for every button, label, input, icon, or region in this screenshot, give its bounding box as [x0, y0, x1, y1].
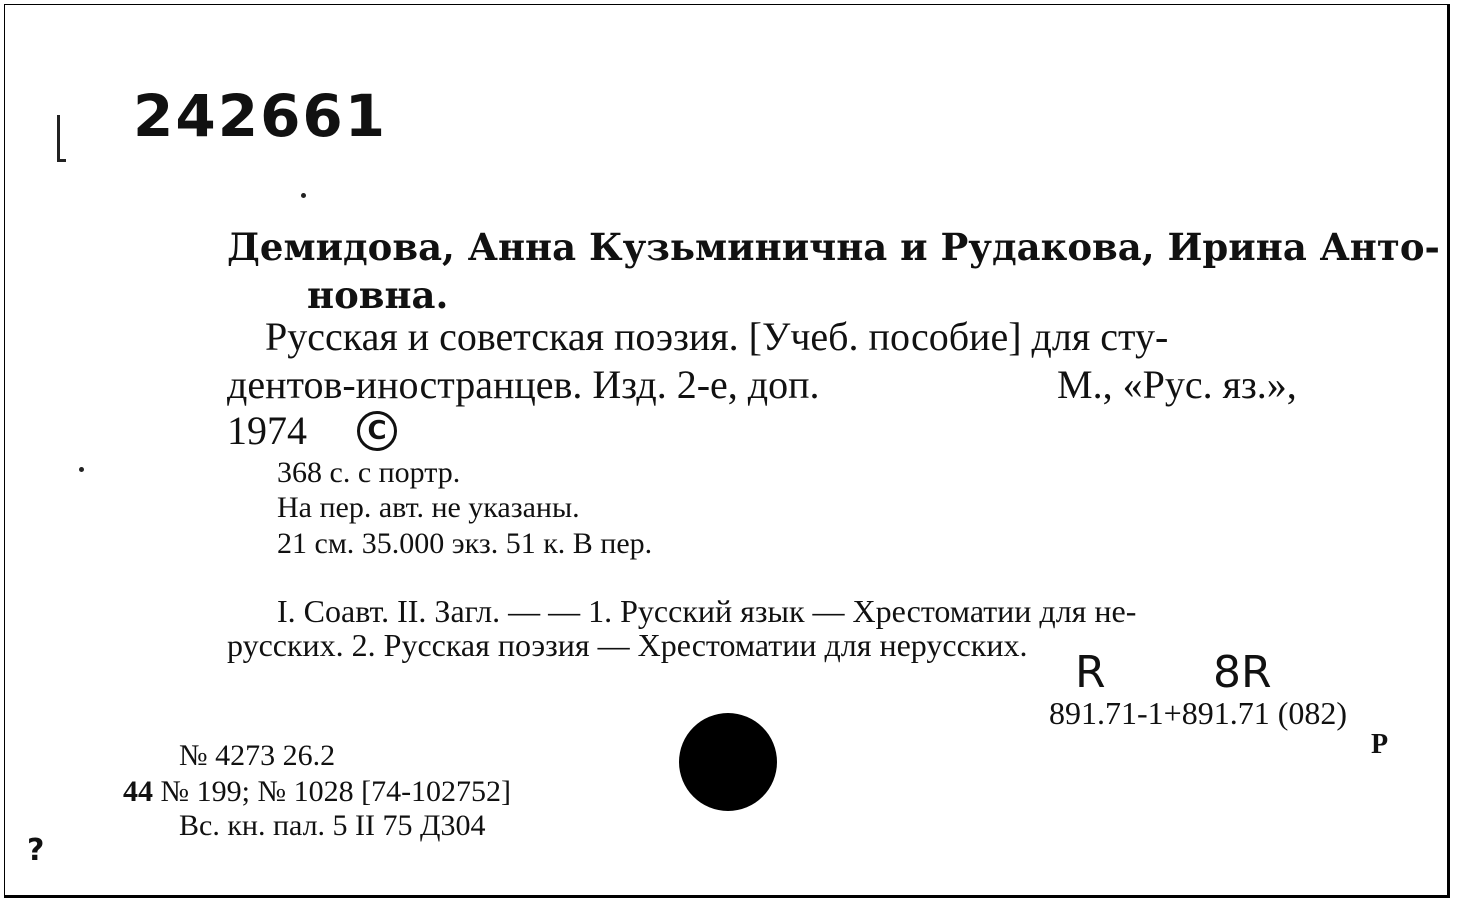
title-line-1: Русская и советская поэзия. [Учеб. пособие] для сту- [265, 314, 1169, 359]
punch-hole [679, 713, 777, 811]
pages: 368 с. с портр. [277, 456, 461, 489]
corner-mark [57, 115, 66, 162]
code-line-1: № 4273 26.2 [179, 739, 336, 772]
title-line-2: дентов-иностранцев. Изд. 2-е, доп. [227, 362, 820, 407]
subjects-line-1: I. Соавт. II. Загл. — — 1. Русский язык — Хрестоматии для не- [277, 593, 1137, 629]
publisher: М., «Рус. яз.», [1057, 362, 1297, 407]
inventory-number: 242661 [133, 82, 388, 150]
speck [301, 193, 306, 198]
publication-year: 1974 [227, 408, 307, 453]
code-line-3: Вс. кн. пал. 5 II 75 Д304 [179, 809, 486, 842]
udc-letter: Р [1371, 729, 1389, 760]
code-line-2-lead: 44 [123, 775, 153, 808]
speck [79, 467, 84, 472]
size-price: 21 см. 35.000 экз. 51 к. В пер. [277, 527, 653, 560]
code-line-2 [123, 777, 511, 807]
catalog-card [4, 4, 1450, 898]
note: На пер. авт. не указаны. [277, 491, 580, 524]
hand-mark: ? [27, 833, 45, 868]
udc-code: 891.71-1+891.71 (082) [1049, 695, 1348, 731]
code-line-2-text: № 199; № 1028 [74-102752] [153, 775, 512, 808]
author-line-2: новна. [307, 273, 449, 317]
class-mark-1: R [1075, 647, 1106, 698]
class-mark-2: 8R [1213, 647, 1272, 698]
copyright-icon: C [357, 411, 397, 451]
author-line-1: Демидова, Анна Кузьминична и Рудакова, Ирина Анто- [227, 225, 1440, 269]
subjects-line-2: русских. 2. Русская поэзия — Хрестоматии для нерусских. [227, 627, 1028, 663]
